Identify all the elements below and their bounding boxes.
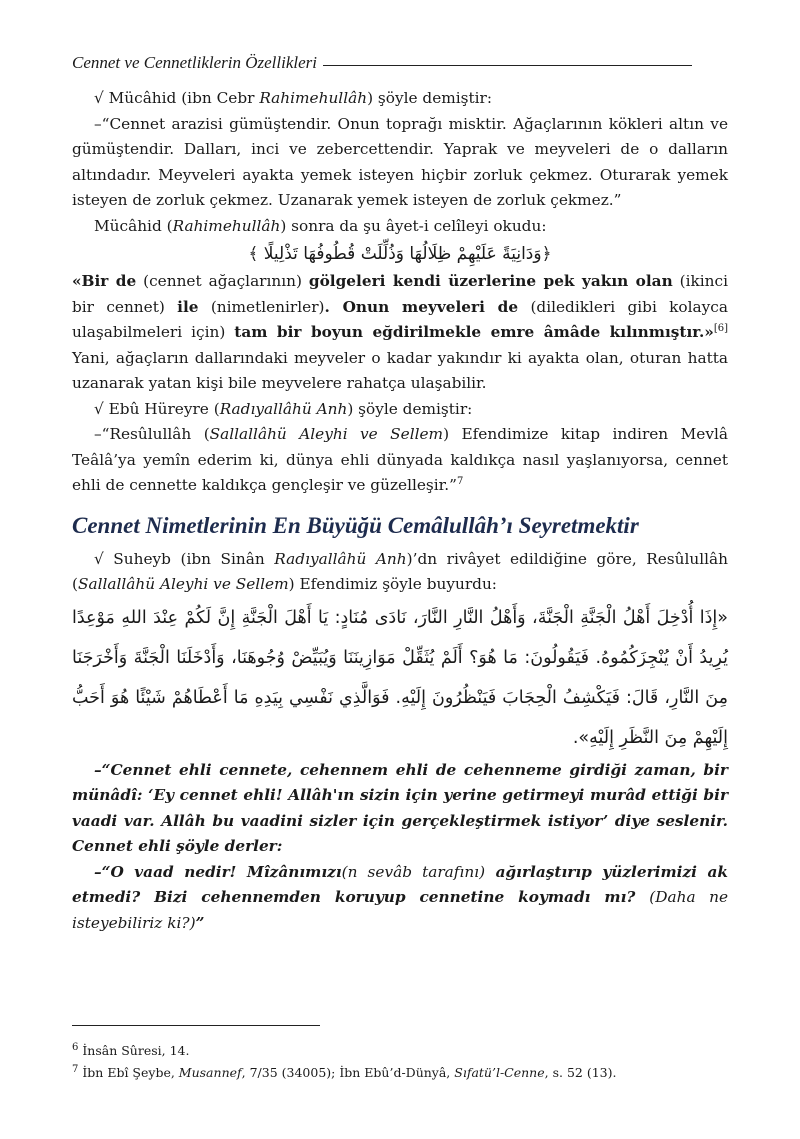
running-header bbox=[72, 52, 692, 74]
page-content bbox=[72, 86, 728, 936]
ebu-hureyre-quote: –“Resûlullâh (Sallallâhü Aleyhi ve Sellem) Efendimize kitap indiren Mevlâ Teâlâ’ya yemîn ederim ki, dünya ehli dünyada kaldıkça nasıl yaşlanıyorsa, cennet ehli de cennette kaldıkça gençleşir ve güzelleşir.”$^7$ bbox=[72, 425, 728, 494]
footnotes bbox=[72, 1040, 728, 1084]
header-rule bbox=[323, 65, 692, 66]
footnote-divider bbox=[72, 1025, 320, 1026]
header-title: Cennet ve Cennetliklerin Özellikleri bbox=[72, 53, 318, 72]
ayah-arabic: ﴿وَدَانِيَةً عَلَيْهِمْ ظِلَالُهَا وَذُلِّلَتْ قُطُوفُهَا تَذْلِيلًا ﴾ bbox=[248, 244, 552, 264]
footnote-7: $^7$ İbn Ebî Şeybe, Musannef, 7/35 (34005); İbn Ebû’d-Dünyâ, Sıfatü’l-Cenne, s. 52 (13). bbox=[72, 1063, 617, 1080]
mucahid-quote: –“Cennet arazisi gümüştendir. Onun toprağı misktir. Ağaçlarının kökleri altın ve gümüştendir. Dalları, inci ve zebercettendir. Yaprak ve meyveleri de o dalların altındadır. Meyveleri ayakta yemek isteyen hiçbir zorluk çekmez. Oturarak yemek isteyen de zorluk çekmez. Uzanarak yemek isteyen de zorluk çekmez.” bbox=[72, 114, 728, 209]
mucahid-recite: Mücâhid (Rahimehullâh) sonra da şu âyet-i celîleyi okudu: bbox=[94, 216, 547, 235]
hadith-translation-1: –“Cennet ehli cennete, cehennem ehli de cehenneme girdiği zaman, bir münâdî: ‘Ey cennet ehli! Allâh'ın sizin için yerine getirmeyi murâd ettiği bir vaadi var. Allâh bu vaadini sizler için gerçekleştirmek istiyor’ diye seslenir. Cennet ehli şöyle derler: bbox=[72, 760, 728, 855]
ebu-hureyre-intro: √ Ebû Hüreyre (Radıyallâhü Anh) şöyle demiştir: bbox=[94, 399, 473, 418]
section-heading: Cennet Nimetlerinin En Büyüğü Cemâlullâh’ı Seyretmektir bbox=[72, 512, 639, 538]
footnote-ref-7: 7 bbox=[456, 475, 464, 487]
mucahid-intro: √ Mücâhid (ibn Cebr Rahimehullâh) şöyle demiştir: bbox=[94, 89, 493, 107]
hadith-translation-2: –“O vaad nedir! Mîzânımızı(n sevâb tarafını) ağırlaştırıp yüzlerimizi ak etmedi? Bizi cehennemden koruyup cennetine koymadı mı? (Daha ne isteyebiliriz ki?)” bbox=[72, 862, 728, 932]
hadith-arabic: «إِذَا أُدْخِلَ أَهْلُ الْجَنَّةِ الْجَنَّةَ، وَأَهْلُ النَّارِ النَّارَ، نَادَى مُنَادٍ: يَا أَهْلَ الْجَنَّةِ إِنَّ لَكُمْ عِنْدَ اللهِ مَوْعِدًا يُرِيدُ أَنْ يُنْجِزَكُمُوهُ. فَيَقُولُونَ: مَا هُوَ؟ أَلَمْ يُثَقِّلْ مَوَازِينَنَا وَيُبَيِّضْ وُجُوهَنَا، وَأَدْخَلَنَا الْجَنَّةَ وَأَخْرَجَنَا مِنَ النَّارِ، قَالَ: فَيَكْشِفُ الْحِجَابَ فَيَنْظُرُونَ إِلَيْهِ. فَوَالَّذِي نَفْسِي بِيَدِهِ مَا أَعْطَاهُمْ شَيْئًا هُوَ أَحَبُّ إِلَيْهِمْ مِنَ النَّظَرِ إِلَيْهِ». bbox=[72, 607, 728, 748]
footnote-6: $^6$ İnsân Sûresi, 14. bbox=[72, 1041, 190, 1058]
suheyb-intro: √ Suheyb (ibn Sinân Radıyallâhü Anh)’dn rivâyet edildiğine göre, Resûlullâh (Sallallâhü Aleyhi ve Sellem) Efendimiz şöyle buyurdu: bbox=[72, 549, 728, 593]
footnote-ref-6: [6] bbox=[713, 322, 729, 334]
ayah-meaning: «Bir de (cennet ağaçlarının) gölgeleri kendi üzerlerine pek yakın olan (ikinci bir cennet) ile (nimetlenirler). Onun meyveleri de (diledikleri gibi kolayca ulaşabilmeleri için) tam bir boyun eğdirilmekle emre âmâde kılınmıştır.»[6] Yani, ağaçların dallarındaki meyveler o kadar yakındır ki ayakta olan, oturan hatta uzanarak yatan kişi bile meyvelere rahatça ulaşabilir. bbox=[72, 272, 729, 392]
